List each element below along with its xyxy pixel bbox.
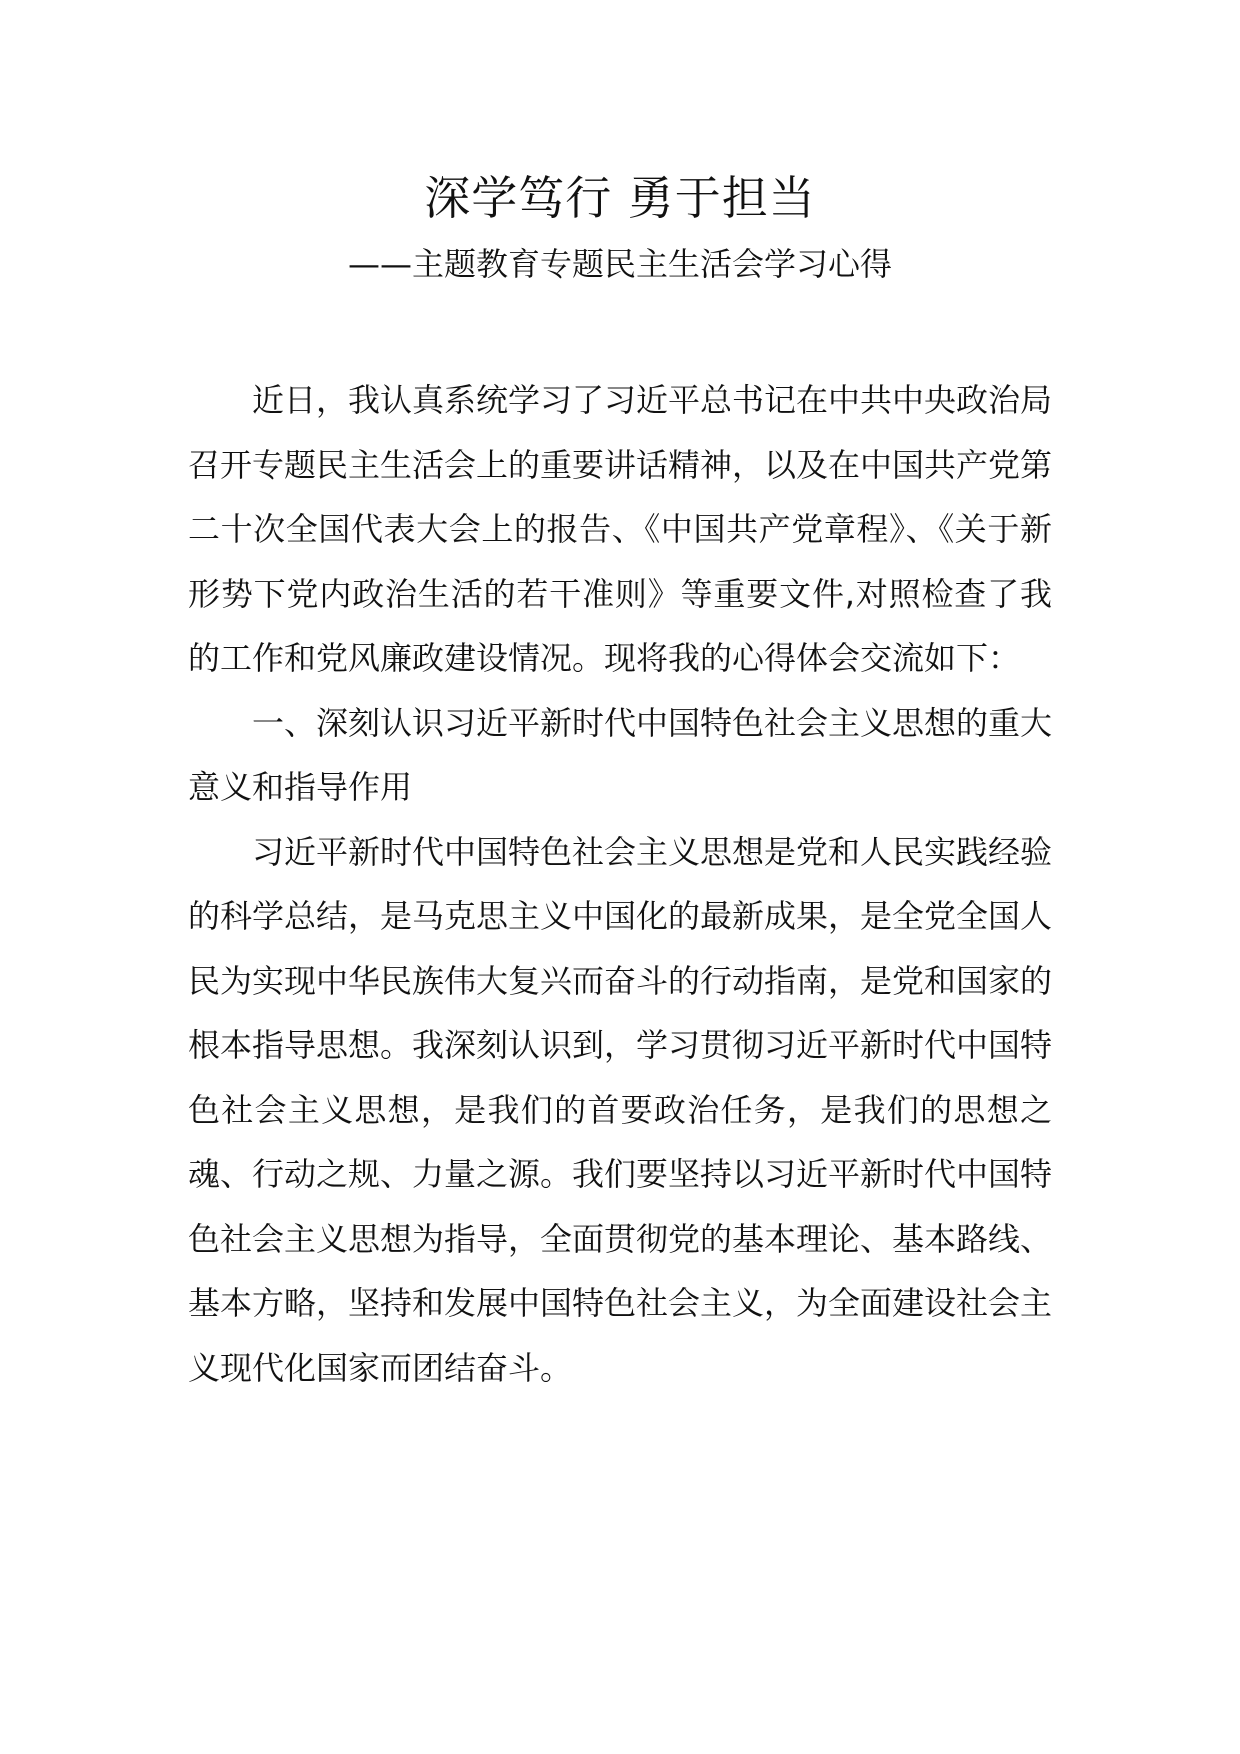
document-subtitle: ——主题教育专题民主生活会学习心得 [347,245,892,283]
paragraph-intro: 近日，我认真系统学习了习近平总书记在中共中央政治局召开专题民主生活会上的重要讲话精神，以及在中国共产党第二十次全国代表大会上的报告、《中国共产党章程》、《关于新形势下党内政治生活的若干准则》等重要文件,对照检查了我的工作和党风廉政建设情况。现将我的心得体会交流如下： [188,381,1053,677]
document-body [188,368,1052,1400]
section-heading-1: 一、深刻认识习近平新时代中国特色社会主义思想的重大意义和指导作用 [188,703,1053,806]
document-title: 深学笃行 勇于担当 [424,171,816,225]
paragraph-section-1: 习近平新时代中国特色社会主义思想是党和人民实践经验的科学总结，是马克思主义中国化的最新成果，是全党全国人民为实现中华民族伟大复兴而奋斗的行动指南，是党和国家的根本指导思想。我深刻认识到，学习贯彻习近平新时代中国特色社会主义思想，是我们的首要政治任务，是我们的思想之魂、行动之规、力量之源。我们要坚持以习近平新时代中国特色社会主义思想为指导，全面贯彻党的基本理论、基本路线、基本方略，坚持和发展中国特色社会主义，为全面建设社会主义现代化国家而团结奋斗。 [188,832,1053,1387]
